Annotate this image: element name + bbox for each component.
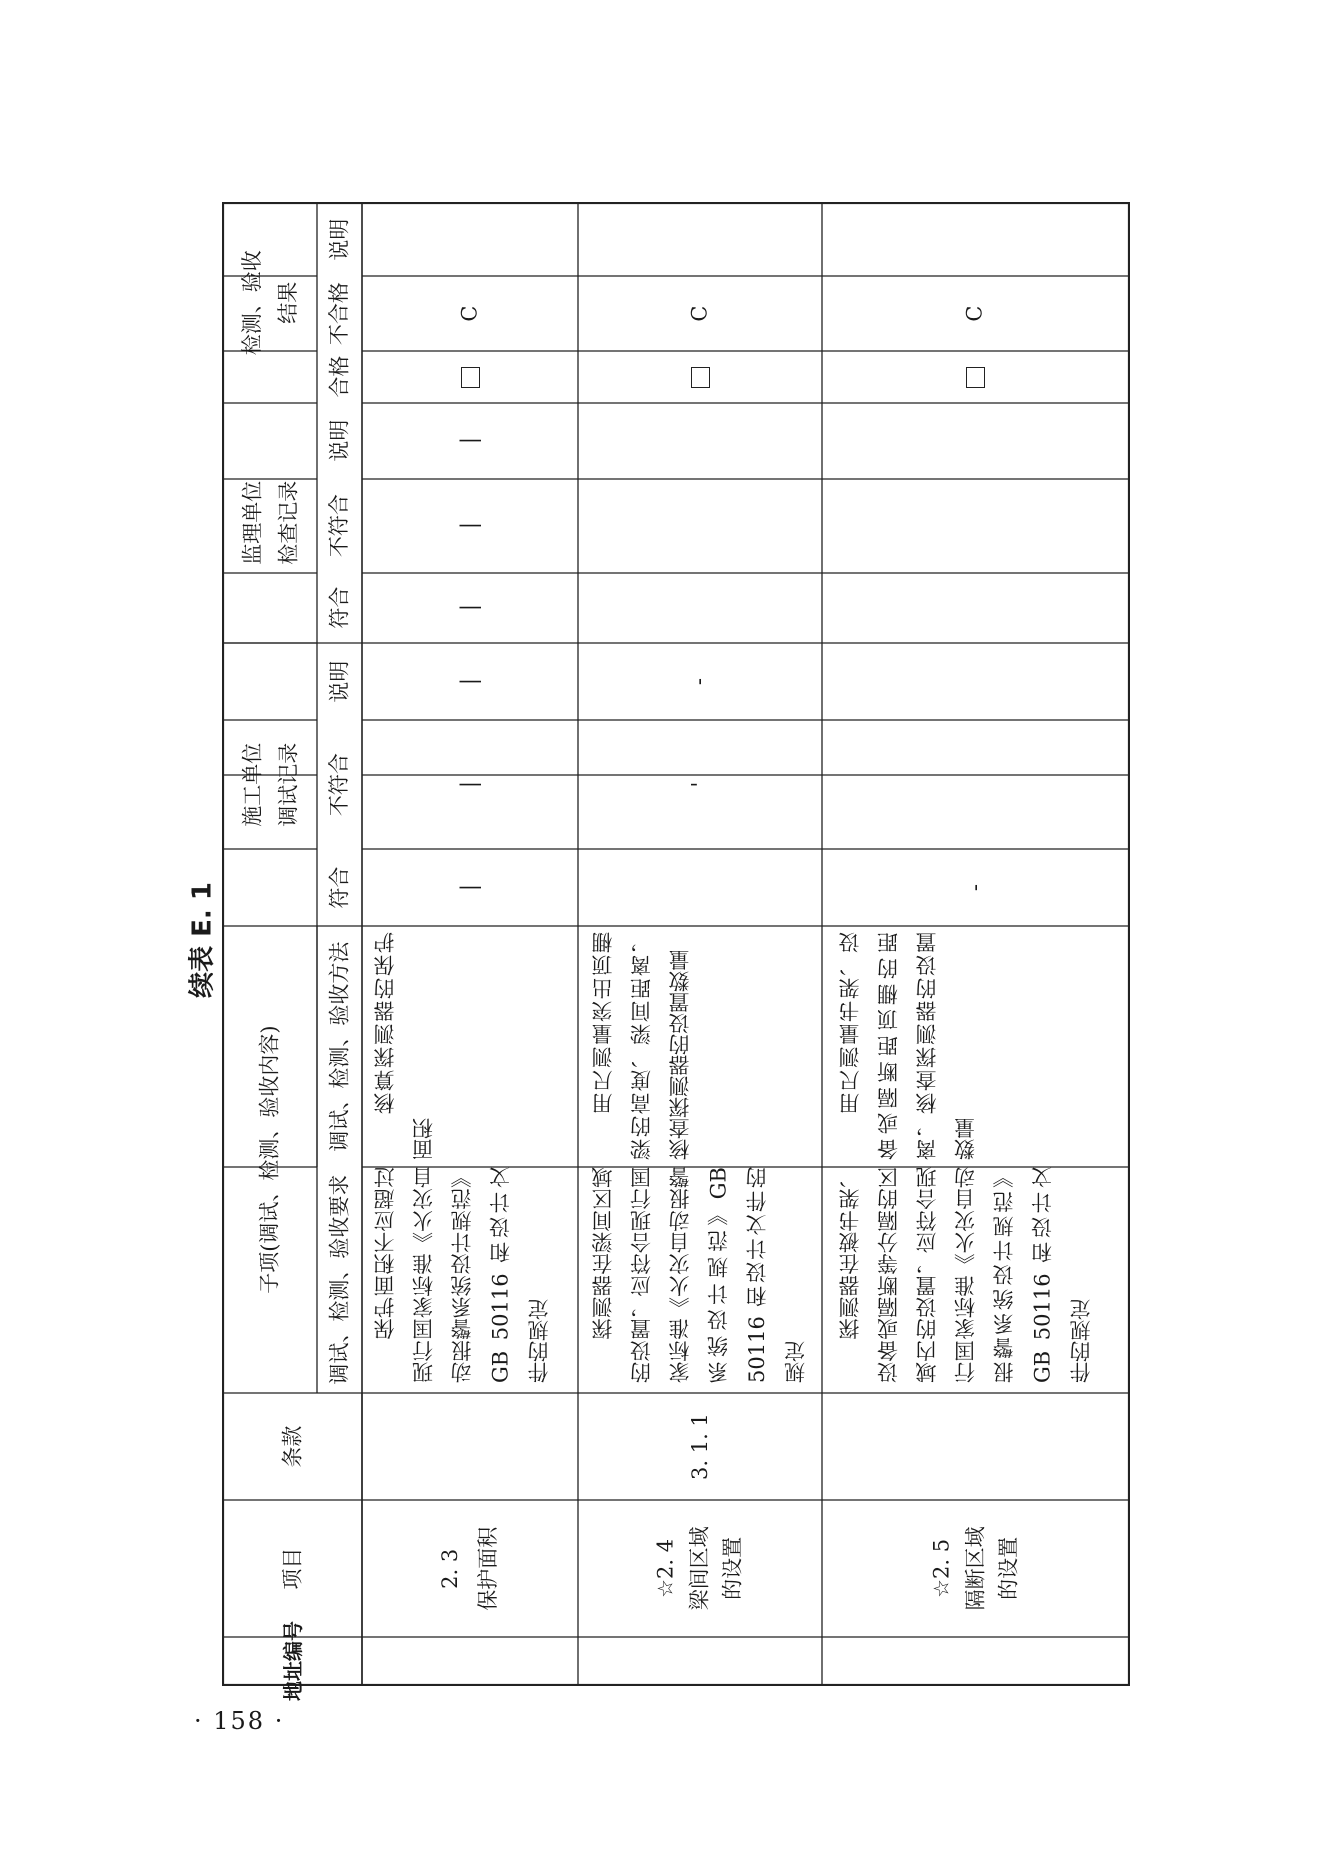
row-2-supervision-note (578, 403, 822, 479)
checkbox-icon[interactable] (691, 367, 710, 388)
row-2-construction-note: - (687, 677, 712, 686)
row-3-construction-note (822, 643, 1129, 720)
row-1-construction-nonconform: | (457, 780, 482, 789)
row-1-supervision-nonconform: | (457, 522, 482, 530)
row-2-pass-checkbox[interactable] (578, 351, 822, 403)
header-result-fail: 不合格 (326, 282, 351, 345)
row-2-supervision-nonconform (578, 479, 822, 573)
header-construction-nonconform: 不符合 (326, 753, 351, 816)
row-3-supervision-nonconform (822, 479, 1129, 573)
row-1-construction-note: | (457, 677, 482, 686)
row-1-project: 2. 3 保护面积 (438, 1526, 500, 1611)
row-3-supervision-note (822, 403, 1129, 479)
header-construction-note: 说明 (326, 660, 351, 703)
row-3-construction-nonconform (822, 720, 1129, 849)
row-2-fail-mark[interactable]: C (687, 305, 712, 322)
row-2-project: ☆2. 4 梁间区域 的设置 (653, 1526, 745, 1611)
row-1-pass-checkbox[interactable] (362, 351, 578, 403)
header-project: 项目 (280, 1547, 305, 1590)
row-1-fail-mark[interactable]: C (457, 305, 482, 322)
row-3-construction-conform: - (962, 883, 987, 892)
row-2-method: 用尺测量突出顶棚梁的高度、梁间距离，核查探测器的设置数量 (591, 932, 692, 1160)
header-result-note: 说明 (326, 218, 351, 261)
header-sub-item: 子项(调试、检测、验收内容) (257, 1025, 282, 1294)
row-1-construction-conform: | (457, 883, 482, 892)
header-clause: 条款 (280, 1425, 305, 1468)
header-supervision-group: 监理单位 检查记录 (239, 481, 300, 565)
row-2-requirement: 探测器在梁间区域的设置，应符合现行国家标准《火灾自动报警系统设计规范》GB 50116 和设计文件的规定 (591, 1167, 808, 1383)
header-method: 调试、检测、验收方法 (326, 941, 351, 1152)
row-1-method: 核算探测器的保护面积 (373, 932, 436, 1160)
row-1-requirement: 保护面积不应超过现行国家标准《火灾自动报警系统设计规范》GB 50116 和设计文件的规定 (373, 1167, 551, 1383)
clause-value: 3. 1. 1 (687, 1413, 712, 1480)
header-requirement: 调试、检测、验收要求 (326, 1175, 351, 1385)
header-result-group: 检测、验收 结果 (239, 250, 300, 356)
checkbox-icon[interactable] (461, 367, 480, 388)
row-3-pass-checkbox[interactable] (822, 351, 1129, 403)
row-3-fail-mark[interactable]: C (962, 305, 987, 322)
header-result-pass: 合格 (326, 356, 351, 398)
inspection-table (222, 202, 1130, 1701)
header-supervision-nonconform: 不符合 (326, 494, 351, 558)
header-construction-group: 施工单位 调试记录 (239, 742, 300, 827)
row-3-project: ☆2. 5 隔断区域 的设置 (929, 1526, 1021, 1611)
row-2-construction-conform (578, 849, 822, 926)
row-3-supervision-conform (822, 573, 1129, 643)
page-number: · 158 · (194, 1707, 285, 1735)
header-construction-conform: 符合 (326, 866, 351, 909)
header-supervision-note: 说明 (326, 420, 351, 462)
row-3-requirement: 探测器在被书架、设备或隔断等分隔的区域内的设置，应符合现行国家标准《火灾自动报警系统设计规范》GB 50116 和设计文件的规定 (837, 1167, 1093, 1383)
row-2-supervision-conform (578, 573, 822, 643)
header-supervision-conform: 符合 (326, 587, 351, 629)
page-title: 续表 E. 1 (187, 882, 218, 998)
row-2-construction-nonconform: ' (687, 781, 712, 788)
checkbox-icon[interactable] (966, 367, 985, 388)
row-3-method: 用尺测量书架、设备或隔断距顶棚的距离，核查探测器的设置数量 (837, 932, 977, 1160)
header-address-no: 地址编号 (281, 1621, 305, 1701)
row-1-supervision-conform: | (457, 604, 482, 612)
row-1-supervision-note: | (457, 437, 482, 445)
